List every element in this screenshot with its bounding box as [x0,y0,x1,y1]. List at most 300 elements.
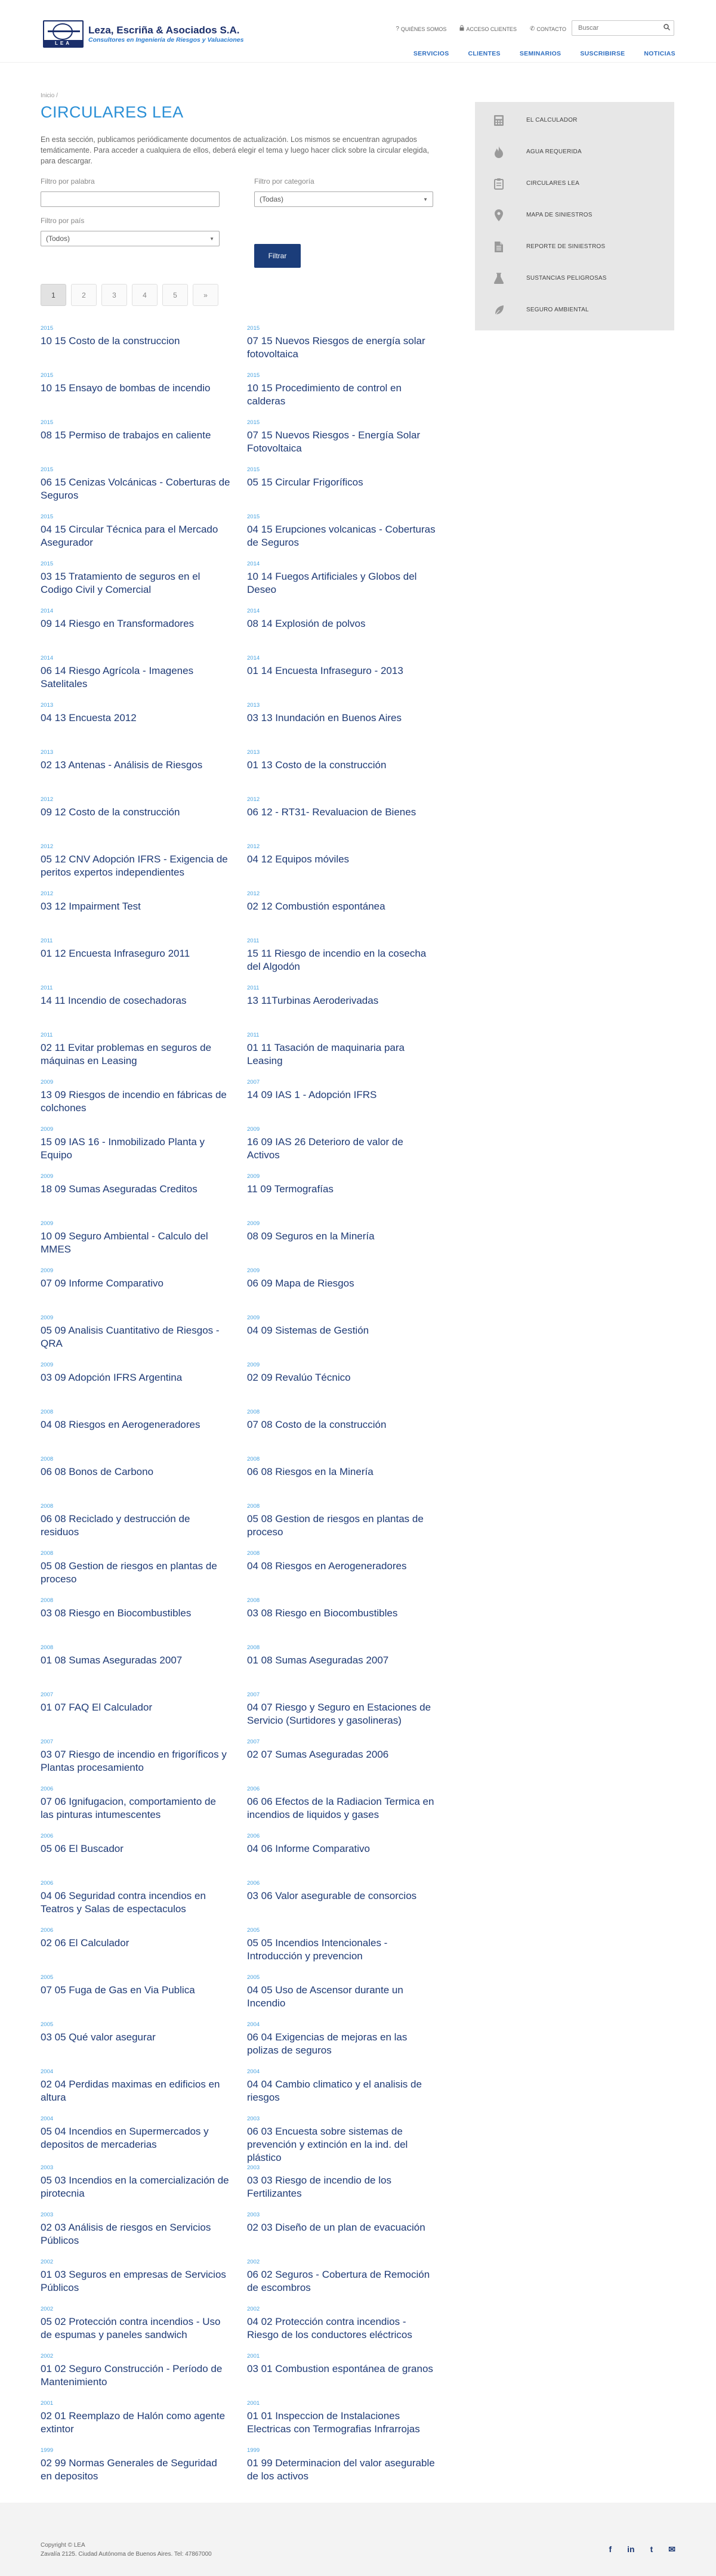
circular-link[interactable]: 02 09 Revalúo Técnico [247,1372,351,1383]
circular-item[interactable] [247,985,453,1032]
circular-item[interactable] [41,1126,247,1173]
circular-link[interactable]: 01 02 Seguro Construcción - Período de Mantenimiento [41,2363,223,2388]
circular-item[interactable] [247,1032,453,1079]
circular-item[interactable] [247,372,453,419]
circular-item[interactable] [41,1503,247,1550]
circular-year: 2009 [41,1173,54,1180]
circular-item[interactable] [41,938,247,985]
circular-item[interactable] [247,1267,453,1315]
circular-year: 2003 [41,2164,54,2171]
sidebar-item-mapa-siniestros[interactable] [475,199,674,231]
circular-item[interactable] [247,1927,453,1974]
filter-words-input[interactable] [41,191,220,207]
circular-year: 2004 [41,2116,54,2122]
nav-noticias[interactable]: NOTICIAS [644,50,675,57]
clipboard-icon [490,175,507,192]
circular-link[interactable]: 03 06 Valor asegurable de consorcios [247,1890,417,1901]
circular-year: 2009 [41,1362,54,1368]
circular-link[interactable]: 07 05 Fuga de Gas en Via Publica [41,1984,195,1996]
address: Zavalía 2125. Ciudad Autónoma de Buenos Aires. Tel: 47867000 [41,2551,212,2558]
circular-item[interactable] [41,1974,247,2021]
circular-item[interactable] [41,1032,247,1079]
filter-category-value: (Todas) [260,195,284,203]
circular-item[interactable] [41,1220,247,1267]
circular-link[interactable]: 02 07 Sumas Aseguradas 2006 [247,1749,389,1760]
circular-item[interactable] [247,1126,453,1173]
circular-link[interactable]: 13 09 Riesgos de incendio en fábricas de colchones [41,1089,227,1114]
circular-year: 2008 [41,1644,54,1651]
circular-item[interactable] [247,2212,453,2259]
circular-link[interactable]: 10 15 Ensayo de bombas de incendio [41,382,211,394]
circular-year: 2011 [41,938,53,944]
circular-year: 2008 [41,1409,54,1415]
circular-item[interactable] [41,2259,247,2306]
chevron-down-icon: ▼ [423,196,428,202]
circular-year: 2011 [247,938,260,944]
circular-year: 2008 [41,1456,54,1462]
circular-link[interactable]: 04 02 Protección contra incendios - Riesgo de los conductores eléctricos [247,2316,412,2340]
circular-link[interactable]: 04 08 Riesgos en Aerogeneradores [41,1419,200,1430]
circular-year: 1999 [247,2447,260,2454]
page-4[interactable]: 4 [132,284,158,306]
circular-link[interactable]: 14 09 IAS 1 - Adopción IFRS [247,1089,377,1100]
circular-year: 2009 [41,1267,54,1274]
circular-item[interactable] [247,1974,453,2021]
circular-year: 2009 [247,1126,260,1133]
circular-link[interactable]: 02 12 Combustión espontánea [247,901,385,912]
main-column [41,92,453,2533]
circular-item[interactable] [41,702,247,749]
circular-link[interactable]: 08 14 Explosión de polvos [247,618,366,629]
circular-link[interactable]: 02 01 Reemplazo de Halón como agente extintor [41,2410,226,2435]
filter-country-label: Filtro por país [41,217,85,225]
circular-link[interactable]: 05 05 Incendios Intencionales - Introducción y prevencion [247,1937,388,1962]
circular-link[interactable]: 04 15 Erupciones volcanicas - Coberturas de Seguros [247,524,436,548]
circular-link[interactable]: 06 06 Efectos de la Radiacion Termica en incendios de liquidos y gases [247,1796,434,1820]
circular-year: 2001 [247,2400,260,2407]
circular-link[interactable]: 03 12 Impairment Test [41,901,141,912]
circular-link[interactable]: 04 09 Sistemas de Gestión [247,1325,369,1336]
circular-item[interactable] [41,796,247,843]
circular-item[interactable] [247,2353,453,2400]
circular-item[interactable] [41,1597,247,1644]
circular-year: 2011 [247,985,260,991]
circular-year: 2012 [247,890,260,897]
circular-item[interactable] [247,1362,453,1409]
circular-link[interactable]: 16 09 IAS 26 Deterioro de valor de Activos [247,1136,403,1161]
page-next[interactable]: » [193,284,218,306]
flame-icon [490,144,507,160]
circular-link[interactable]: 01 03 Seguros en empresas de Servicios Públicos [41,2269,226,2293]
flask-icon [490,270,507,287]
circular-year: 2012 [41,796,54,803]
circular-item[interactable] [247,890,453,938]
circular-year: 2015 [41,561,54,567]
facebook-icon[interactable]: f [609,2544,612,2554]
circular-link[interactable]: 05 15 Circular Frigoríficos [247,477,363,488]
breadcrumb[interactable]: Inicio / [41,92,58,99]
circular-item[interactable] [247,1550,453,1597]
circular-link[interactable]: 01 14 Encuesta Infraseguro - 2013 [247,665,403,676]
circular-link[interactable]: 07 09 Informe Comparativo [41,1278,163,1289]
circular-item[interactable] [41,419,247,466]
circular-item[interactable] [41,2068,247,2116]
search-input[interactable] [572,21,659,35]
circular-item[interactable] [247,1833,453,1880]
circular-link[interactable]: 04 15 Circular Técnica para el Mercado Asegurador [41,524,218,548]
circular-item[interactable] [247,2116,453,2164]
circular-item[interactable] [247,514,453,561]
circular-item[interactable] [41,608,247,655]
circular-item[interactable] [41,561,247,608]
circular-year: 2014 [247,561,260,567]
sidebar-item-sustancias-peligrosas[interactable] [475,262,674,294]
circular-year: 2003 [41,2212,54,2218]
circular-year: 2002 [41,2353,54,2359]
nav-clientes[interactable]: CLIENTES [468,50,501,57]
circular-item[interactable] [247,1315,453,1362]
circular-item[interactable] [41,655,247,702]
circular-year: 2015 [247,372,260,379]
circular-link[interactable]: 05 08 Gestion de riesgos en plantas de proceso [41,1560,217,1585]
circular-year: 2009 [41,1315,54,1321]
circular-link[interactable]: 06 08 Reciclado y destrucción de residuos [41,1513,190,1538]
circular-item[interactable] [247,843,453,890]
circular-link[interactable]: 01 07 FAQ El Calculador [41,1702,153,1713]
circular-item[interactable] [41,843,247,890]
circular-item[interactable] [41,1880,247,1927]
circular-year: 2002 [41,2259,54,2265]
page-2[interactable]: 2 [71,284,97,306]
circular-link[interactable]: 05 02 Protección contra incendios - Uso de espumas y paneles sandwich [41,2316,221,2340]
circular-link[interactable]: 01 13 Costo de la construcción [247,759,387,771]
main-nav [413,50,675,57]
circular-year: 2013 [247,702,260,709]
circular-link[interactable]: 15 09 IAS 16 - Inmobilizado Planta y Equipo [41,1136,205,1161]
circular-item[interactable] [41,1173,247,1220]
circular-link[interactable]: 03 09 Adopción IFRS Argentina [41,1372,183,1383]
circular-year: 2012 [247,796,260,803]
circular-year: 2001 [247,2353,260,2359]
circular-link[interactable]: 09 12 Costo de la construcción [41,806,180,818]
copyright: Copyright © LEA [41,2542,85,2549]
circular-item[interactable] [247,2164,453,2212]
circular-year: 1999 [41,2447,54,2454]
circular-year: 2007 [247,1691,260,1698]
social-links [609,2544,675,2555]
circular-year: 2014 [247,655,260,661]
circular-item[interactable] [247,325,453,372]
circular-link[interactable]: 07 08 Costo de la construcción [247,1419,387,1430]
sidebar-item-circulares-lea[interactable] [475,168,674,199]
circular-item[interactable] [247,2447,453,2494]
circular-item[interactable] [247,655,453,702]
circular-link[interactable]: 04 05 Uso de Ascensor durante un Incendio [247,1984,403,2009]
nav-suscribirse[interactable]: SUSCRIBIRSE [580,50,625,57]
filter-country-select[interactable] [41,231,220,246]
circular-item[interactable] [41,1550,247,1597]
circular-item[interactable] [41,2400,247,2447]
circular-year: 2009 [247,1362,260,1368]
circular-item[interactable] [41,2212,247,2259]
circular-item[interactable] [247,1079,453,1126]
circular-item[interactable] [41,1456,247,1503]
circular-year: 2012 [247,843,260,850]
circular-link[interactable]: 06 02 Seguros - Cobertura de Remoción de escombros [247,2269,430,2293]
circular-link[interactable]: 03 08 Riesgo en Biocombustibles [247,1607,398,1619]
circular-item[interactable] [247,1691,453,1739]
circular-link[interactable]: 18 09 Sumas Aseguradas Creditos [41,1183,197,1195]
circular-link[interactable]: 04 06 Seguridad contra incendios en Teatros y Salas de espectaculos [41,1890,206,1915]
filter-words-label: Filtro por palabra [41,177,95,185]
circular-link[interactable]: 13 11Turbinas Aeroderivadas [247,995,379,1006]
circular-item[interactable] [41,372,247,419]
document-icon [490,239,507,255]
circular-year: 2001 [41,2400,54,2407]
circular-item[interactable] [247,2021,453,2068]
circular-item[interactable] [247,1739,453,1786]
chevron-down-icon: ▼ [209,236,214,242]
circular-year: 2003 [247,2164,260,2171]
circular-item[interactable] [41,1739,247,1786]
circular-item[interactable] [247,2306,453,2353]
circular-link[interactable]: 11 09 Termografías [247,1183,334,1195]
page-1[interactable]: 1 [41,284,66,306]
circular-link[interactable]: 04 07 Riesgo y Seguro en Estaciones de Servicio (Surtidores y gasolineras) [247,1702,431,1726]
circular-item[interactable] [247,1173,453,1220]
sidebar-item-label: CIRCULARES LEA [526,180,579,187]
circular-item[interactable] [247,1880,453,1927]
page-3[interactable]: 3 [101,284,127,306]
circular-link[interactable]: 01 01 Inspeccion de Instalaciones Electricas con Termografias Infrarrojas [247,2410,420,2435]
circular-link[interactable]: 06 03 Encuesta sobre sistemas de prevención y extinción en la ind. del plástico [247,2126,408,2163]
circular-link[interactable]: 04 12 Equipos móviles [247,853,350,865]
pagination-top [41,284,453,306]
circular-year: 2008 [247,1644,260,1651]
circular-item[interactable] [247,1786,453,1833]
tools-sidebar [475,102,674,330]
filters [41,177,453,270]
circular-link[interactable]: 10 15 Costo de la construccion [41,335,180,347]
circular-year: 2014 [247,608,260,614]
circular-item[interactable] [247,702,453,749]
circular-link[interactable]: 03 08 Riesgo en Biocombustibles [41,1607,192,1619]
circular-item[interactable] [247,796,453,843]
circular-item[interactable] [41,2353,247,2400]
circular-item[interactable] [41,2306,247,2353]
circular-year: 2006 [41,1927,54,1934]
circular-link[interactable]: 03 05 Qué valor asegurar [41,2031,156,2043]
circular-year: 2012 [41,890,54,897]
circular-link[interactable]: 15 11 Riesgo de incendio en la cosecha del Algodón [247,948,427,972]
circular-year: 2008 [41,1550,54,1557]
circular-item[interactable] [247,466,453,514]
circular-item[interactable] [41,2164,247,2212]
circular-item[interactable] [41,749,247,796]
sidebar-item-calculador[interactable] [475,104,674,136]
site-header [0,0,716,63]
circular-item[interactable] [247,2400,453,2447]
circular-item[interactable] [41,1079,247,1126]
circular-link[interactable]: 01 12 Encuesta Infraseguro 2011 [41,948,190,959]
circular-year: 2009 [247,1315,260,1321]
circular-item[interactable] [247,419,453,466]
twitter-icon[interactable]: t [650,2544,653,2554]
circular-item[interactable] [41,890,247,938]
circular-item[interactable] [247,1644,453,1691]
circular-item[interactable] [247,2068,453,2116]
company-logo[interactable] [43,20,243,48]
circular-link[interactable]: 06 08 Riesgos en la Minería [247,1466,374,1477]
circular-item[interactable] [247,1220,453,1267]
circular-link[interactable]: 03 13 Inundación en Buenos Aires [247,712,402,723]
circular-link[interactable]: 05 06 El Buscador [41,1843,124,1854]
circular-link[interactable]: 02 99 Normas Generales de Seguridad en depositos [41,2457,217,2482]
circular-link[interactable]: 05 12 CNV Adopción IFRS - Exigencia de peritos expertos independientes [41,853,228,878]
linkedin-icon[interactable]: in [627,2544,635,2554]
circular-link[interactable]: 05 03 Incendios en la comercialización de pirotecnia [41,2175,229,2199]
circular-item[interactable] [41,985,247,1032]
circular-link[interactable]: 06 14 Riesgo Agrícola - Imagenes Satelitales [41,665,194,689]
circular-year: 2013 [247,749,260,756]
circular-year: 2015 [41,325,54,332]
circular-item[interactable] [41,2447,247,2494]
sidebar-item-reporte-siniestros[interactable] [475,231,674,262]
circular-item[interactable] [41,2021,247,2068]
circular-item[interactable] [41,514,247,561]
circular-link[interactable]: 02 11 Evitar problemas en seguros de máquinas en Leasing [41,1042,212,1066]
circular-item[interactable] [41,1833,247,1880]
circular-link[interactable]: 01 08 Sumas Aseguradas 2007 [247,1655,389,1666]
circular-link[interactable]: 05 08 Gestion de riesgos en plantas de proceso [247,1513,424,1538]
circular-item[interactable] [41,1315,247,1362]
circular-link[interactable]: 05 04 Incendios en Supermercados y depositos de mercaderias [41,2126,209,2150]
circular-link[interactable]: 01 99 Determinacion del valor asegurable de los activos [247,2457,435,2482]
circular-link[interactable]: 06 04 Exigencias de mejoras en las polizas de seguros [247,2031,408,2056]
circular-link[interactable]: 03 03 Riesgo de incendio de los Fertilizantes [247,2175,391,2199]
circular-link[interactable]: 04 13 Encuesta 2012 [41,712,137,723]
circular-link[interactable]: 14 11 Incendio de cosechadoras [41,995,187,1006]
circular-link[interactable]: 04 06 Informe Comparativo [247,1843,370,1854]
circular-item[interactable] [247,1503,453,1550]
leaf-icon [490,302,507,318]
filter-country-value: (Todos) [46,234,70,243]
circular-link[interactable]: 01 08 Sumas Aseguradas 2007 [41,1655,183,1666]
circular-link[interactable]: 02 13 Antenas - Análisis de Riesgos [41,759,203,771]
circular-year: 2009 [41,1126,54,1133]
circular-link[interactable]: 03 15 Tratamiento de seguros en el Codigo Civil y Comercial [41,571,200,595]
sidebar-item-seguro-ambiental[interactable] [475,294,674,326]
util-quienes-somos[interactable] [396,25,446,33]
circular-link[interactable]: 03 07 Riesgo de incendio en frigoríficos y Plantas procesamiento [41,1749,227,1773]
search-icon[interactable] [659,24,674,32]
circular-year: 2008 [247,1597,260,1604]
circular-item[interactable] [41,1362,247,1409]
util-acceso-clientes[interactable] [459,25,517,33]
circular-link[interactable]: 09 14 Riesgo en Transformadores [41,618,195,629]
filter-button[interactable]: Filtrar [254,244,301,268]
circular-item[interactable] [41,1644,247,1691]
circular-year: 2015 [41,466,54,473]
circular-item[interactable] [41,1267,247,1315]
circular-year: 2002 [247,2306,260,2312]
mail-icon[interactable]: ✉ [668,2544,675,2554]
circular-link[interactable]: 08 15 Permiso de trabajos en caliente [41,429,211,441]
circular-item[interactable] [41,1409,247,1456]
circular-link[interactable]: 06 08 Bonos de Carbono [41,1466,154,1477]
circular-link[interactable]: 03 01 Combustion espontánea de granos [247,2363,433,2374]
filter-category-select[interactable] [254,191,433,207]
circular-link[interactable]: 10 14 Fuegos Artificiales y Globos del Deseo [247,571,417,595]
circular-item[interactable] [247,1456,453,1503]
circular-item[interactable] [41,1927,247,1974]
circular-year: 2003 [247,2212,260,2218]
circular-item[interactable] [247,608,453,655]
sidebar-item-agua-requerida[interactable] [475,136,674,168]
circular-link[interactable]: 07 06 Ignifugacion, comportamiento de las pinturas intumescentes [41,1796,216,1820]
circular-link[interactable]: 10 15 Procedimiento de control en calderas [247,382,402,407]
question-icon: ? [396,26,399,32]
circular-year: 2015 [41,514,54,520]
circular-link[interactable]: 04 08 Riesgos en Aerogeneradores [247,1560,407,1572]
phone-icon: ✆ [529,26,535,32]
nav-seminarios[interactable]: SEMINARIOS [519,50,561,57]
circular-item[interactable] [247,2259,453,2306]
circular-link[interactable]: 05 09 Analisis Cuantitativo de Riesgos - QRA [41,1325,220,1349]
circular-link[interactable]: 10 09 Seguro Ambiental - Calculo del MMES [41,1230,208,1255]
circular-item[interactable] [247,1409,453,1456]
circular-year: 2008 [41,1597,54,1604]
circular-item[interactable] [41,2116,247,2164]
circular-item[interactable] [41,466,247,514]
circular-year: 2005 [247,1927,260,1934]
footer-info [41,2541,212,2559]
circular-year: 2015 [247,514,260,520]
circular-link[interactable]: 08 09 Seguros en la Minería [247,1230,375,1242]
circular-item[interactable] [247,938,453,985]
circular-link[interactable]: 04 04 Cambio climatico y el analisis de riesgos [247,2079,422,2103]
circular-link[interactable]: 02 06 El Calculador [41,1937,129,1949]
circular-year: 2011 [41,985,53,991]
circular-item[interactable] [41,1786,247,1833]
circular-item[interactable] [41,1691,247,1739]
circular-year: 2011 [41,1032,53,1038]
circular-item[interactable] [247,561,453,608]
circular-link[interactable]: 02 03 Diseño de un plan de evacuación [247,2222,425,2233]
circular-item[interactable] [247,749,453,796]
company-tagline: Consultores en Ingeniería de Riesgos y Valuaciones [88,36,244,44]
circular-year: 2006 [41,1833,54,1839]
circular-year: 2008 [247,1409,260,1415]
circular-item[interactable] [247,1597,453,1644]
circular-link[interactable]: 07 15 Nuevos Riesgos de energía solar fotovoltaica [247,335,425,360]
nav-servicios[interactable]: SERVICIOS [413,50,449,57]
circular-link[interactable]: 02 03 Análisis de riesgos en Servicios Públicos [41,2222,211,2246]
circular-item[interactable] [41,325,247,372]
circular-link[interactable]: 01 11 Tasación de maquinaria para Leasing [247,1042,405,1066]
circular-link[interactable]: 07 15 Nuevos Riesgos - Energía Solar Fotovoltaica [247,429,421,454]
util-contacto[interactable] [530,25,566,33]
circular-year: 2008 [41,1503,54,1510]
circular-link[interactable]: 06 15 Cenizas Volcánicas - Coberturas de Seguros [41,477,230,501]
circular-year: 2007 [41,1691,54,1698]
page-5[interactable]: 5 [162,284,188,306]
circular-link[interactable]: 06 12 - RT31- Revaluacion de Bienes [247,806,416,818]
circular-year: 2013 [41,749,54,756]
site-footer [0,2503,716,2576]
circular-link[interactable]: 06 09 Mapa de Riesgos [247,1278,354,1289]
circular-link[interactable]: 02 04 Perdidas maximas en edificios en altura [41,2079,220,2103]
